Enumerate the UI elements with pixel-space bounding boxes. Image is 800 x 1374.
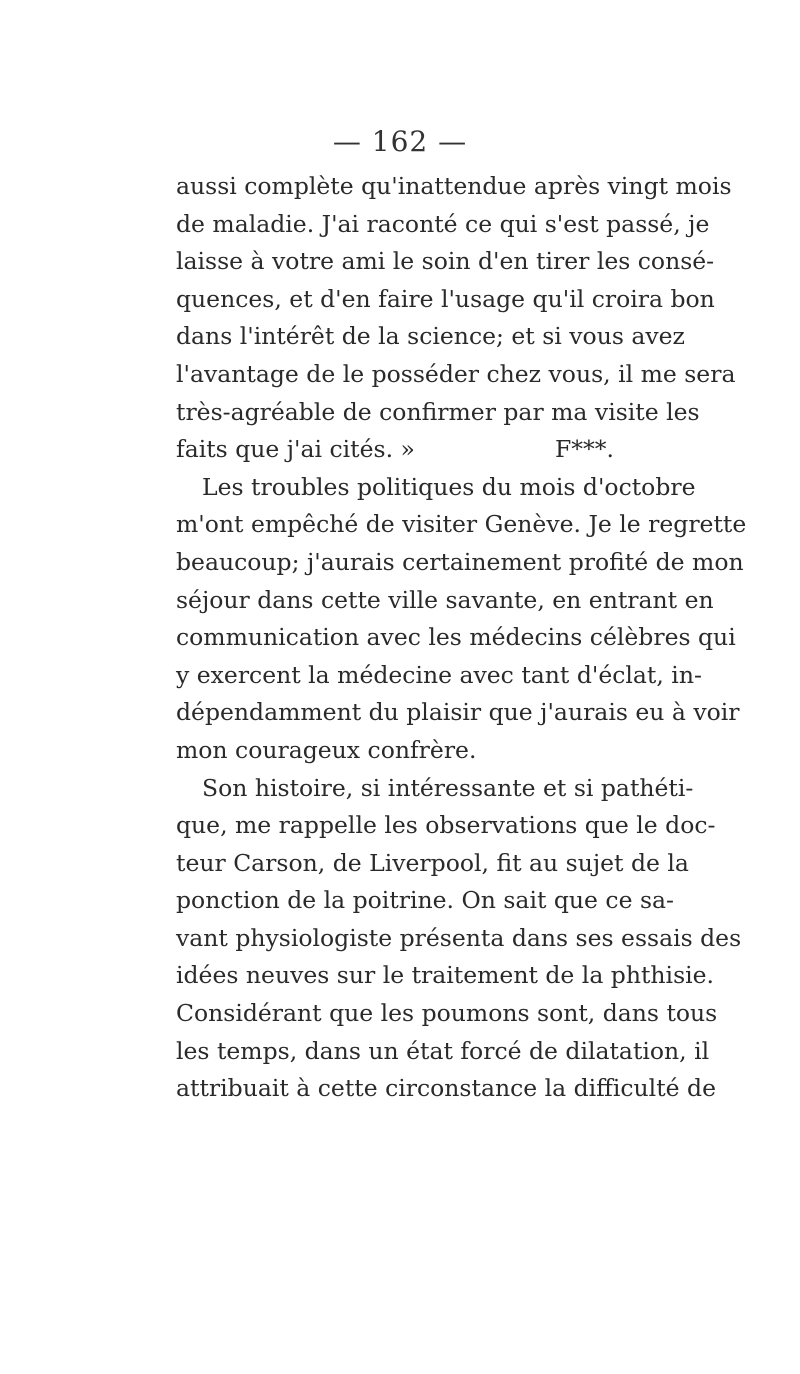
text-line: dans l'intérêt de la science; et si vous avez (176, 322, 685, 351)
text-line: attribuait à cette circonstance la difficulté de (176, 1074, 716, 1103)
page-number: — 162 — (332, 125, 468, 158)
text-line: dépendamment du plaisir que j'aurais eu à voir (176, 698, 740, 727)
text-line: idées neuves sur le traitement de la phthisie. (176, 961, 715, 990)
text-line: très-agréable de confirmer par ma visite les (176, 397, 700, 426)
paragraph-start: Les troubles politiques du mois d'octobre (202, 472, 696, 501)
text-line: faits que j'ai cités. » (176, 435, 415, 464)
text-line: y exercent la médecine avec tant d'éclat, in- (176, 660, 702, 689)
text-line: teur Carson, de Liverpool, fit au sujet de la (176, 848, 689, 877)
text-line: ponction de la poitrine. On sait que ce sa- (176, 886, 674, 915)
body-text (176, 168, 747, 1108)
text-line: séjour dans cette ville savante, en entrant en (176, 585, 714, 614)
text-line: m'ont empêché de visiter Genève. Je le regrette (176, 510, 747, 539)
text-line: que, me rappelle les observations que le doc- (176, 811, 716, 840)
text-line: Considérant que les poumons sont, dans tous (176, 999, 718, 1028)
paragraph-start: Son histoire, si intéressante et si pathéti- (202, 773, 694, 802)
text-line: beaucoup; j'aurais certainement profité de mon (176, 547, 744, 576)
text-line: vant physiologiste présenta dans ses essais des (176, 923, 742, 952)
text-line: mon courageux confrère. (176, 735, 477, 764)
text-line: aussi complète qu'inattendue après vingt mois (176, 172, 732, 200)
text-line: l'avantage de le posséder chez vous, il me sera (176, 359, 736, 388)
text-line: quences, et d'en faire l'usage qu'il croira bon (176, 284, 715, 313)
text-line: laisse à votre ami le soin d'en tirer les consé- (176, 247, 715, 276)
text-line: de maladie. J'ai raconté ce qui s'est passé, je (176, 209, 710, 238)
signature: F***. (554, 435, 614, 464)
text-line-with-signature (176, 431, 628, 469)
text-line: les temps, dans un état forcé de dilatation, il (176, 1036, 710, 1065)
text-line: communication avec les médecins célèbres qui (176, 623, 736, 652)
